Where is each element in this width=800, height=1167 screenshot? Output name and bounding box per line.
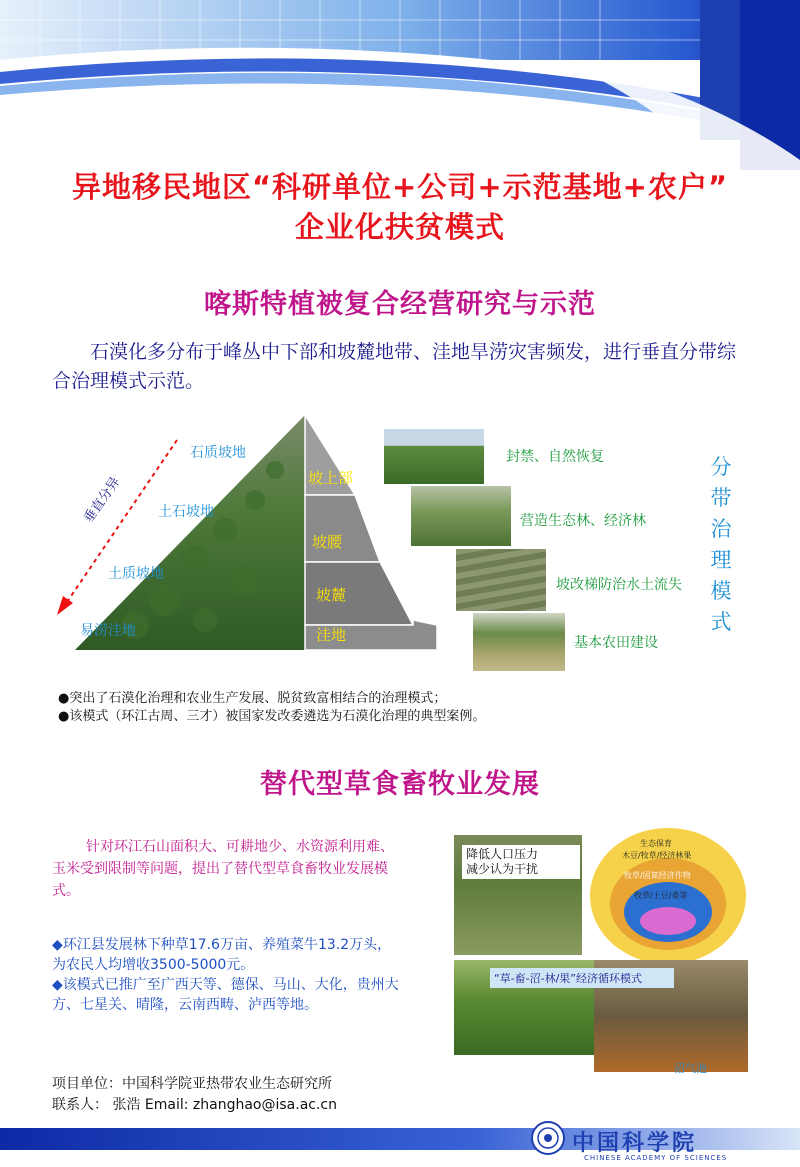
measure-forest: 营造生态林、经济林 bbox=[520, 513, 646, 529]
measure-enclosure: 封禁、自然恢复 bbox=[506, 449, 604, 465]
slope-label-rocky: 石质坡地 bbox=[190, 445, 246, 461]
photo-forest bbox=[410, 485, 512, 547]
section2-intro: 针对环江石山面积大、可耕地少、水资源利用难、玉米受到限制等问题，提出了替代型草食畜牧业发展模式。 bbox=[52, 839, 394, 899]
slope-label-soil: 土质坡地 bbox=[108, 566, 164, 582]
section2-title: 替代型草食畜牧业发展 bbox=[260, 769, 540, 800]
zoned-governance-side-label bbox=[706, 452, 736, 638]
slope-label-depression: 易涝洼地 bbox=[80, 623, 136, 639]
measure-terrace: 坡改梯防治水土流失 bbox=[556, 577, 682, 593]
side-char: 模 bbox=[710, 579, 732, 603]
measure-farmland: 基本农田建设 bbox=[574, 635, 658, 651]
header-wave-banner bbox=[0, 0, 800, 170]
side-char: 治 bbox=[710, 517, 732, 541]
cas-emblem-icon bbox=[530, 1120, 566, 1156]
photo-caption-pressure: 降低人口压力 减少认为干扰 bbox=[462, 845, 580, 879]
side-char: 带 bbox=[710, 486, 732, 510]
section1-title: 喀斯特植被复合经营研究与示范 bbox=[204, 289, 596, 320]
photo-farmland bbox=[472, 612, 566, 672]
point-item: ◆该模式已推广至广西天等、德保、马山、大化，贵州大方、七星关、晴隆，云南西畴、泸西等地。 bbox=[52, 977, 399, 1013]
photo-terraces bbox=[455, 548, 547, 612]
side-char: 式 bbox=[710, 610, 732, 634]
cycle-model-label: “草-畜-沼-林/果”经济循环模式 bbox=[490, 968, 674, 988]
bullet-item: ●突出了石漠化治理和农业生产发展、脱贫致富相结合的治理模式； bbox=[58, 691, 447, 706]
zone-label-depression: 洼地 bbox=[316, 626, 347, 644]
side-char: 分 bbox=[710, 455, 732, 479]
section1-intro: 石漠化多分布于峰丛中下部和坡麓地带、洼地旱涝灾害频发，进行垂直分带综合治理模式示范。 bbox=[52, 341, 737, 392]
vertical-differentiation-label: 垂直分异 bbox=[81, 474, 124, 526]
zone-label-upper: 坡上部 bbox=[308, 469, 354, 487]
circle-label-ecology: 生态保育 bbox=[640, 839, 672, 848]
page-title-line1: 异地移民地区“科研单位+公司+示范基地+农户” bbox=[71, 170, 729, 204]
page-title-line2: 企业化扶贫模式 bbox=[294, 210, 505, 244]
circle-label-potato: 牧草/土豆/桑等 bbox=[634, 891, 688, 900]
circle-label-tree: 木豆/牧草/经济林果 bbox=[622, 851, 692, 860]
cas-logo-cn: 中国科学院 bbox=[572, 1130, 698, 1156]
point-item: ◆环江县发展林下种草17.6万亩、养殖菜牛13.2万头，为农民人均增收3500-5000元。 bbox=[52, 937, 392, 973]
zone-label-mid: 坡腰 bbox=[312, 533, 343, 551]
biogas-label: 沼气池 bbox=[674, 1062, 707, 1075]
footer-unit: 项目单位：中国科学院亚热带农业生态研究所 bbox=[52, 1076, 332, 1092]
bullet-item: ●该模式（环江古周、三才）被国家发改委遴选为石漠化治理的典型案例。 bbox=[58, 709, 486, 724]
photo-enclosure bbox=[383, 428, 485, 485]
section1-bullets bbox=[58, 690, 758, 726]
circle-label-forage: 牧草/固氮经济作物 bbox=[624, 871, 691, 880]
slope-label-soil-rock: 土石坡地 bbox=[158, 504, 214, 520]
cas-logo-en: CHINESE ACADEMY OF SCIENCES bbox=[584, 1154, 728, 1162]
footer-contact: 联系人： 张浩 Email: zhanghao@isa.ac.cn bbox=[52, 1097, 337, 1113]
zone-label-foot: 坡麓 bbox=[316, 586, 347, 604]
section2-points bbox=[52, 935, 400, 1015]
side-char: 理 bbox=[710, 548, 732, 572]
